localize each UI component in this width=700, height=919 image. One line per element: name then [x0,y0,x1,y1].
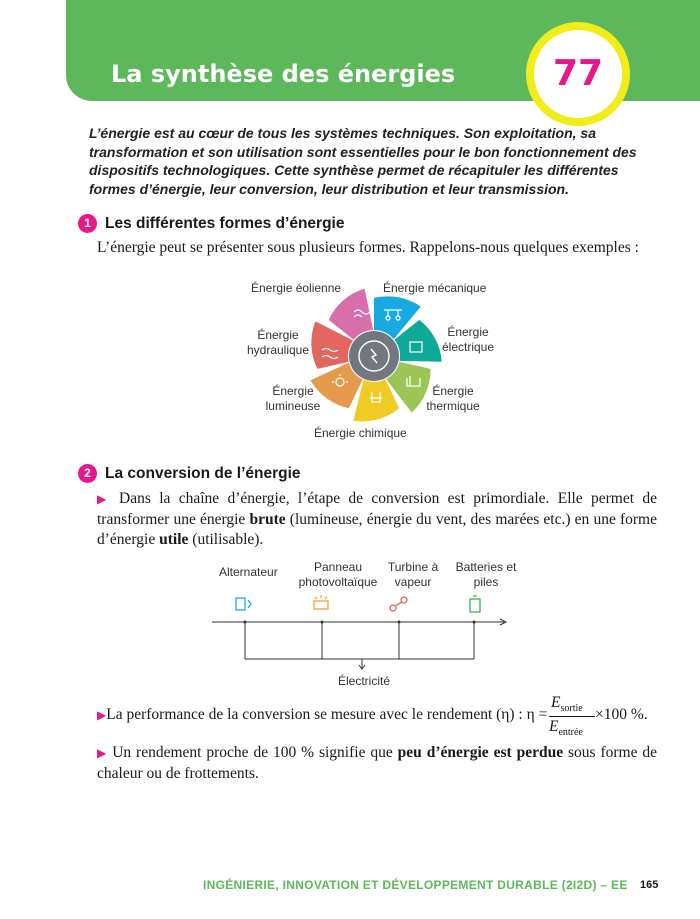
text-run: Dans la chaîne d’énergie, l’étape de conversion est primordiale. Elle permet de transformer une énergie [97,490,657,528]
label-line: thermique [426,399,480,413]
label-line: Turbine à [387,560,439,574]
page-number: 165 [640,879,659,891]
footer-book-title: INGÉNIERIE, INNOVATION ET DÉVELOPPEMENT DURABLE (2I2D) – EE [203,878,628,892]
section-1-heading [78,214,344,233]
fraction-numerator: E [551,694,561,711]
efficiency-note-paragraph [97,743,657,784]
conversion-paragraph [97,489,657,551]
text-run: sous forme de chaleur ou de frottements. [97,744,658,782]
emphasis-utile: utile [159,531,189,548]
section-title: Les différentes formes d’énergie [105,215,345,232]
chapter-number: 77 [534,30,622,118]
efficiency-fraction [549,694,595,740]
chain-node [398,621,401,624]
chain-connector-lines [245,622,474,669]
steam-turbine-icon [390,597,407,611]
label-turbine-a-vapeur [383,560,443,590]
alternator-icon [236,598,251,610]
label-line: vapeur [394,575,432,589]
label-line: lumineuse [265,399,321,413]
bullet-triangle-icon: ▶ [97,708,107,722]
intro-paragraph: L’énergie est au cœur de tous les systèmes techniques. Son exploitation, sa transformation et son utilisation sont essentielles pour le bon fonctionnement des dispositifs technologiques. Cette synthèse permet de récapituler les différentes formes d’énergie, leur conversion, leur distribution et leur transmission. [89,125,637,197]
label-line: hydraulique [246,343,310,357]
text-run: (utilisable). [188,531,264,548]
label-panneau-photovoltaique [294,560,382,590]
chain-node [244,621,247,624]
fraction-denominator: E [549,718,559,735]
label-line: Panneau [313,560,363,574]
efficiency-formula [97,694,667,740]
solar-panel-icon [314,595,328,609]
emphasis-peu-energie-perdue: peu d’énergie est perdue [397,744,564,761]
bullet-triangle-icon: ▶ [97,492,111,506]
label-line: Énergie [272,384,314,398]
label-line: Énergie [447,325,489,339]
section-number-badge: 2 [78,464,97,483]
label-line: Énergie [432,384,474,398]
formula-suffix: ×100 %. [595,706,648,723]
section-number-badge: 1 [78,214,97,233]
numerator-subscript: sortie [560,703,583,715]
label-energie-mecanique: Énergie mécanique [383,281,487,295]
label-energie-chimique: Énergie chimique [314,426,407,440]
bullet-triangle-icon: ▶ [97,746,108,760]
text-run: (lumineuse, énergie du vent, des marées etc.) en une forme d’énergie [97,510,657,548]
chain-node [473,621,476,624]
section-1-text: L’énergie peut se présenter sous plusieurs formes. Rappelons-nous quelques exemples : [97,239,639,256]
denominator-subscript: entrée [558,727,583,739]
formula-text: La performance de la conversion se mesure avec le rendement (η) : η = [106,706,548,723]
label-electricite: Électricité [338,674,391,688]
label-energie-electrique [440,325,496,355]
label-energie-thermique [423,384,483,414]
fraction-bar [549,716,595,717]
emphasis-brute: brute [249,510,286,528]
section-title: La conversion de l’énergie [105,465,301,482]
section-2-heading [78,464,301,483]
battery-pile-icon [470,596,480,612]
label-line: électrique [441,340,495,354]
label-line: Batteries et [455,560,517,574]
conversion-chain-diagram [212,594,512,664]
page-title: La synthèse des énergies [111,60,456,88]
chain-node [321,621,324,624]
label-energie-lumineuse [261,384,325,414]
label-energie-eolienne: Énergie éolienne [251,281,342,295]
label-batteries-et-piles [449,560,523,590]
label-energie-hydraulique [244,328,312,358]
label-line: photovoltaïque [298,575,378,589]
label-alternateur: Alternateur [219,565,278,579]
text-run: Un rendement proche de 100 % signifie que [112,744,398,761]
label-line: piles [473,575,499,589]
label-line: Énergie [257,328,299,342]
